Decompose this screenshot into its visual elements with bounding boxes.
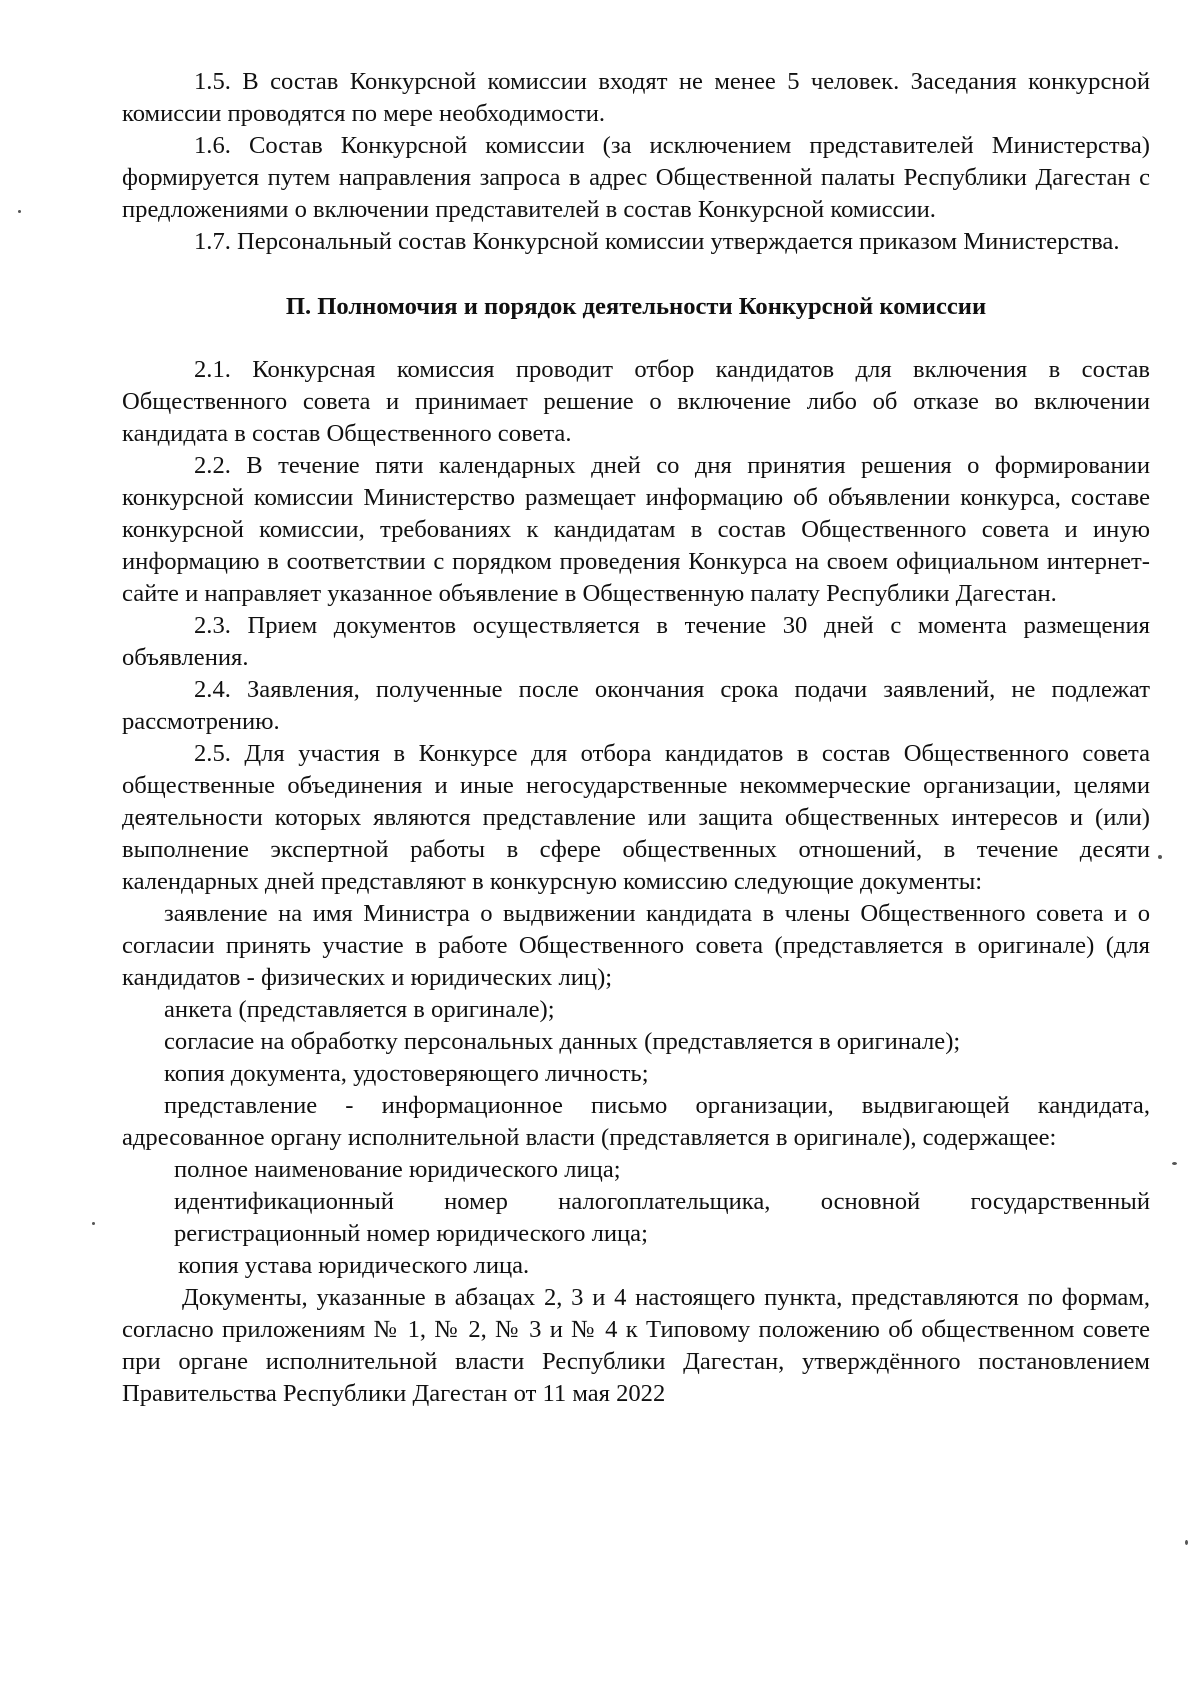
- paragraph-2-3: 2.3. Прием документов осуществляется в течение 30 дней с момента размещения объявления.: [122, 612, 1150, 671]
- scan-speck: [92, 1222, 95, 1225]
- scan-speck: [18, 210, 21, 213]
- paragraph-2-2: 2.2. В течение пяти календарных дней со дня принятия решения о формировании конкурсной комиссии Министерство размещает информацию об объявлении конкурса, составе конкурсной комиссии, требованиях к кандидатам в состав Общественного совета и иную информацию в соответствии с порядком проведения Конкурса на своем официальном интернет-сайте и направляет указанное объявление в Общественную палату Республики Дагестан.: [122, 452, 1150, 607]
- doc-submission: представление - информационное письмо организации, выдвигающей кандидата, адресованное органу исполнительной власти (представляется в оригинале), содержащее:: [122, 1092, 1150, 1151]
- doc-statement: заявление на имя Министра о выдвижении кандидата в члены Общественного совета и о согласии принять участие в работе Общественного совета (представляется в оригинале) (для кандидатов - физических и юридических лиц);: [122, 900, 1150, 991]
- doc-id-copy: копия документа, удостоверяющего личность;: [164, 1060, 649, 1087]
- paragraph-1-6: 1.6. Состав Конкурсной комиссии (за исключением представителей Министерства) формируется путем направления запроса в адрес Общественной палаты Республики Дагестан с предложениями о включении представителей в состав Конкурсной комиссии.: [122, 132, 1150, 223]
- scan-speck: [1172, 1162, 1177, 1165]
- doc-questionnaire: анкета (представляется в оригинале);: [164, 996, 555, 1023]
- scan-speck: [1158, 855, 1162, 859]
- section-1-tail: [122, 66, 1150, 258]
- section-2-body: [122, 354, 1150, 1410]
- documents-list: [122, 898, 1150, 1410]
- doc-charter: копия устава юридического лица.: [178, 1252, 530, 1279]
- doc-inn: идентификационный номер налогоплательщика, основной государственный регистрационный номер юридического лица;: [174, 1188, 1150, 1247]
- paragraph-2-5: 2.5. Для участия в Конкурсе для отбора кандидатов в состав Общественного совета общественные объединения и иные негосударственные некоммерческие организации, целями деятельности которых являются представление или защита общественных интересов и (или) выполнение экспертной работы в сфере общественных отношений, в течение десяти календарных дней представляют в конкурсную комиссию следующие документы:: [122, 740, 1150, 895]
- closing-paragraph: Документы, указанные в абзацах 2, 3 и 4 настоящего пункта, представляются по формам, согласно приложениям № 1, № 2, № 3 и № 4 к Типовому положению об общественном совете при органе исполнительной власти Республики Дагестан, утверждённого постановлением Правительства Республики Дагестан от 11 мая 2022: [122, 1284, 1150, 1407]
- doc-full-name: полное наименование юридического лица;: [174, 1156, 621, 1183]
- paragraph-1-5: 1.5. В состав Конкурсной комиссии входят не менее 5 человек. Заседания конкурсной комиссии проводятся по мере необходимости.: [122, 68, 1150, 127]
- paragraph-2-4: 2.4. Заявления, полученные после окончания срока подачи заявлений, не подлежат рассмотрению.: [122, 676, 1150, 735]
- scan-speck: [1185, 1540, 1188, 1545]
- paragraph-1-7: 1.7. Персональный состав Конкурсной комиссии утверждается приказом Министерства.: [194, 228, 1120, 255]
- section-2-heading: П. Полномочия и порядок деятельности Конкурсной комиссии: [285, 293, 987, 320]
- paragraph-2-1: 2.1. Конкурсная комиссия проводит отбор кандидатов для включения в состав Общественного совета и принимает решение о включение либо об отказе во включении кандидата в состав Общественного совета.: [122, 356, 1150, 447]
- doc-consent: согласие на обработку персональных данных (представляется в оригинале);: [164, 1028, 961, 1055]
